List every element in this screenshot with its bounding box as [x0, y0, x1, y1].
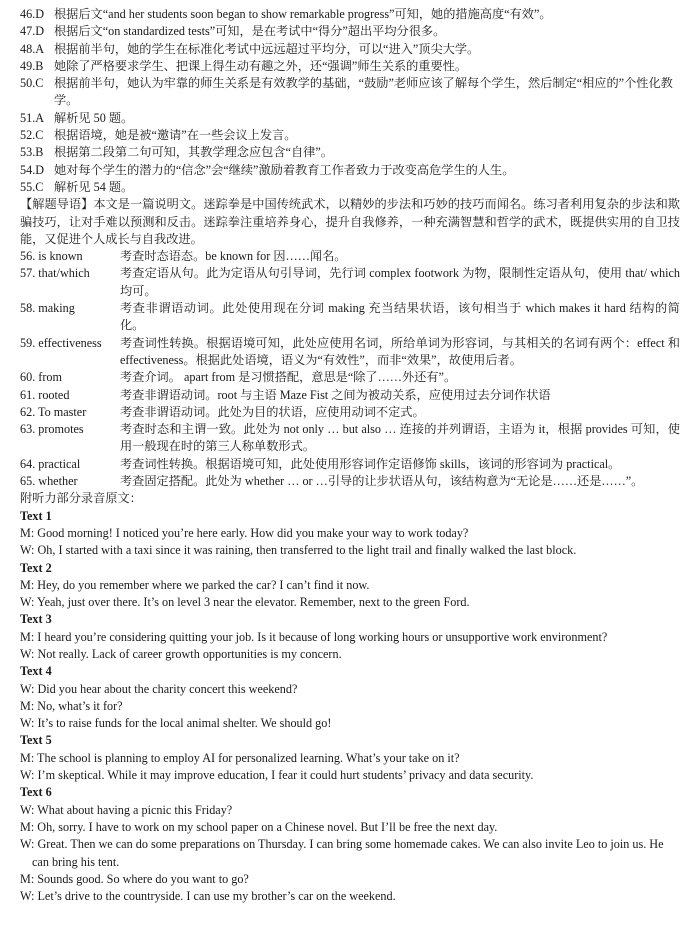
answer-explanation: 她除了严格要求学生、把课上得生动有趣之外，还“强调”师生关系的重要性。 [54, 58, 468, 73]
grammar-explanation: 考查定语从句。此为定语从句引导词，先行词 complex footwork 为物，限制性定语从句，使用 that/ which 均可。 [120, 266, 680, 298]
cloze-answers [20, 6, 680, 196]
answer-explanation: 根据后文“and her students soon began to show remarkable progress”可知，她的措施高度“有效”。 [54, 7, 552, 21]
answer-explanation: 根据后文“on standardized tests”可知，是在考试中“得分”超出平均分很多。 [54, 24, 446, 39]
answer-number: 52.C [20, 128, 44, 143]
answer-explanation: 解析见 50 题。 [54, 110, 134, 125]
grammar-explanation: 考查介词。 apart from 是习惯搭配，意思是“除了……外还有”。 [120, 370, 457, 385]
grammar-item [20, 335, 680, 370]
answer-item [20, 6, 680, 23]
grammar-key: 60. from [20, 370, 62, 385]
answer-item [20, 23, 680, 40]
answer-number: 54.D [20, 162, 45, 177]
grammar-key: 62. To master [20, 404, 87, 419]
dialogue-line: W: What about having a picnic this Friday? [20, 802, 233, 817]
grammar-key: 59. effectiveness [20, 335, 102, 350]
grammar-explanation: 考查词性转换。根据语境可知，此处使用形容词作定语修饰 skills，该词的形容词为 practical。 [120, 456, 621, 471]
dialogue-line: W: Let’s drive to the countryside. I can use my brother’s car on the weekend. [20, 889, 396, 904]
grammar-explanation: 考查非谓语动词。root 与主语 Maze Fist 之间为被动关系，应使用过去分词作状语 [120, 387, 551, 402]
text-heading: Text 2 [20, 560, 52, 575]
grammar-explanation: 考查词性转换。根据语境可知，此处应使用名词，所给单词为形容词，与其相关的名词有两个：effect 和 effectiveness。根据此处语境，语义为“有效性”，而非“效果”，故使用后者。 [120, 335, 680, 367]
grammar-item [20, 300, 680, 335]
grammar-item [20, 369, 680, 386]
dialogue-line: W: Great. Then we can do some preparations on Thursday. I can bring some homemade cakes. We can also invite Leo to join us. He can bring his tent. [20, 837, 664, 869]
answer-explanation: 她对每个学生的潜力的“信念”会“继续”激励着教育工作者致力于改变高危学生的人生。 [54, 162, 515, 177]
answer-explanation: 根据前半句，她的学生在标准化考试中远远超过平均分，可以“进入”顶尖大学。 [54, 41, 480, 56]
grammar-key: 65. whether [20, 474, 78, 489]
answer-number: 50.C [20, 76, 44, 91]
answer-explanation: 根据第二段第二句可知，其教学理念应包含“自律”。 [54, 145, 333, 160]
dialogue-line: W: Did you hear about the charity concert this weekend? [20, 681, 298, 696]
dialogue-line: W: I’m skeptical. While it may improve education, I fear it could hurt students’ privacy and data security. [20, 768, 534, 783]
text-heading: Text 3 [20, 612, 52, 627]
grammar-key: 64. practical [20, 456, 81, 471]
grammar-key: 61. rooted [20, 387, 70, 402]
grammar-explanation: 考查非谓语动词。此处使用现在分词 making 充当结果状语，该句相当于 which makes it hard 结构的简化。 [120, 301, 680, 333]
dialogue-line: M: Hey, do you remember where we parked the car? I can’t find it now. [20, 577, 370, 592]
grammar-explanation: 考查固定搭配。此处为 whether … or …引导的让步状语从句，该结构意为“无论是……还是……”。 [120, 474, 644, 489]
answer-item [20, 144, 680, 161]
grammar-key: 58. making [20, 301, 75, 316]
dialogue-line: W: Not really. Lack of career growth opportunities is my concern. [20, 646, 342, 661]
dialogue-line: M: The school is planning to employ AI for personalized learning. What’s your take on it? [20, 750, 460, 765]
grammar-item [20, 404, 680, 421]
passage-guide: 【解题导语】本文是一篇说明文。迷踪拳是中国传统武术，以精妙的步法和巧妙的技巧而闻名。练习者利用复杂的步法和欺骗技巧，让对手难以预测和反击。迷踪拳注重培养身心，提升自我修养，一种充满智慧和哲学的武术，既提供实用的自卫技能，又促进个人成长与自我改进。 [20, 197, 680, 246]
answer-number: 49.B [20, 58, 44, 73]
dialogue-line: W: Oh, I started with a taxi since it was raining, then transferred to the light trail and finally walked the last block. [20, 543, 577, 558]
grammar-explanation: 考查时态语态。be known for 因……闻名。 [120, 249, 347, 264]
grammar-item [20, 265, 680, 300]
dialogue-line: M: Good morning! I noticed you’re here early. How did you make your way to work today? [20, 525, 469, 540]
grammar-item [20, 456, 680, 473]
text-heading: Text 4 [20, 664, 52, 679]
dialogue-line: M: Sounds good. So where do you want to go? [20, 871, 249, 886]
answer-number: 47.D [20, 24, 45, 39]
answer-number: 46.D [20, 7, 45, 21]
answer-number: 55.C [20, 179, 44, 194]
answer-explanation: 解析见 54 题。 [54, 179, 134, 194]
text-heading: Text 5 [20, 733, 52, 748]
grammar-answers [20, 248, 680, 490]
answer-number: 48.A [20, 41, 45, 56]
dialogue-line: M: Oh, sorry. I have to work on my school paper on a Chinese novel. But I’ll be free the next day. [20, 819, 498, 834]
answer-item [20, 41, 680, 58]
answer-item [20, 75, 680, 110]
dialogue-line: W: Yeah, just over there. It’s on level 3 near the elevator. Remember, next to the green Ford. [20, 595, 470, 610]
listening-transcript-title: 附听力部分录音原文： [20, 491, 142, 506]
grammar-item [20, 473, 680, 490]
answer-number: 51.A [20, 110, 45, 125]
answer-item [20, 179, 680, 196]
answer-explanation: 根据语境，她是被“邀请”在一些会议上发言。 [54, 128, 297, 143]
grammar-item [20, 387, 680, 404]
text-heading: Text 6 [20, 785, 52, 800]
answer-item [20, 110, 680, 127]
dialogue-line: M: I heard you’re considering quitting your job. Is it because of long working hours or unsupportive work environment? [20, 629, 608, 644]
dialogue-line: M: No, what’s it for? [20, 698, 123, 713]
listening-transcript [20, 508, 680, 906]
answer-key-page [20, 6, 680, 905]
text-heading: Text 1 [20, 508, 52, 523]
grammar-key: 63. promotes [20, 422, 84, 437]
grammar-key: 57. that/which [20, 266, 90, 281]
grammar-explanation: 考查非谓语动词。此处为目的状语，应使用动词不定式。 [120, 404, 425, 419]
grammar-explanation: 考查时态和主谓一致。此处为 not only … but also … 连接的并列谓语，主语为 it，根据 provides 可知，使用一般现在时的第三人称单数形式。 [120, 422, 680, 454]
grammar-key: 56. is known [20, 249, 83, 264]
answer-explanation: 根据前半句，她认为牢靠的师生关系是有效教学的基础，“鼓励”老师应该了解每个学生，然后制定“相应的”个性化教学。 [54, 76, 673, 108]
grammar-item [20, 421, 680, 456]
dialogue-line: W: It’s to raise funds for the local animal shelter. We should go! [20, 716, 332, 731]
answer-item [20, 127, 680, 144]
grammar-item [20, 248, 680, 265]
answer-item [20, 58, 680, 75]
answer-number: 53.B [20, 145, 44, 160]
answer-item [20, 162, 680, 179]
